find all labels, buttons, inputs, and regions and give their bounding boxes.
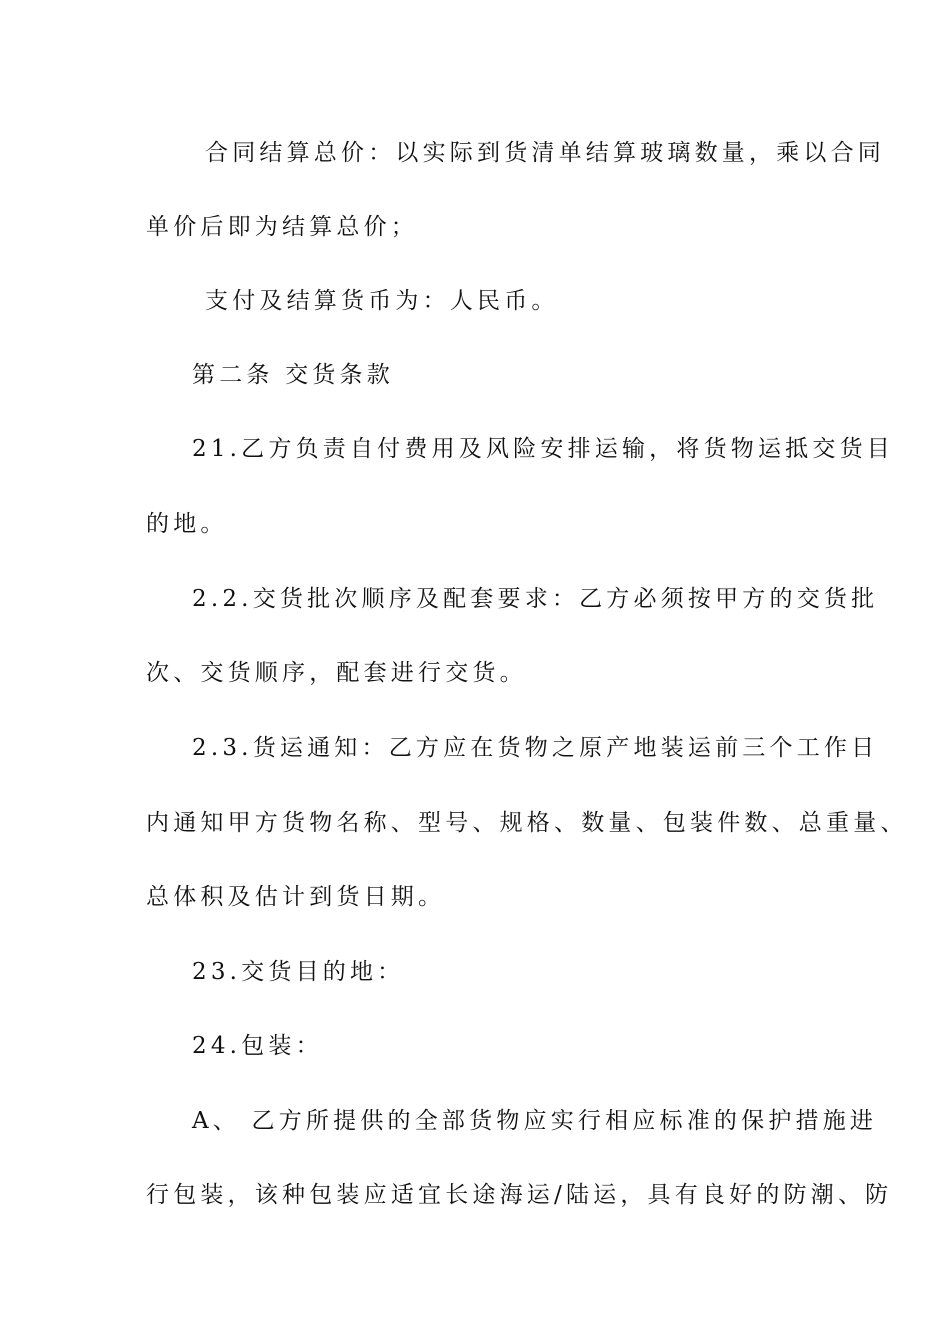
paragraph-currency: 支付及结算货币为：人民币。 bbox=[205, 288, 559, 314]
clause-2-3-destination: 23.交货目的地： bbox=[192, 959, 405, 985]
section-heading-article-2: 第二条 交货条款 bbox=[192, 362, 394, 388]
clause-a-line-1: A、 乙方所提供的全部货物应实行相应标准的保护措施进 bbox=[192, 1108, 878, 1134]
clause-a-line-2: 行包装，该种包装应适宜长途海运/陆运，具有良好的防潮、防 bbox=[146, 1182, 893, 1208]
clause-2-2-line-1: 2.2.交货批次顺序及配套要求：乙方必须按甲方的交货批 bbox=[192, 586, 879, 612]
paragraph-settlement-price-line-1: 合同结算总价：以实际到货清单结算玻璃数量，乘以合同 bbox=[205, 140, 885, 166]
paragraph-settlement-price-line-2: 单价后即为结算总价； bbox=[146, 214, 418, 240]
clause-2-2-line-2: 次、交货顺序，配套进行交货。 bbox=[146, 660, 527, 686]
clause-2-1-line-2: 的地。 bbox=[146, 511, 228, 537]
clause-2-1-line-1: 21.乙方负责自付费用及风险安排运输，将货物运抵交货目 bbox=[192, 436, 894, 462]
clause-2-3-line-3: 总体积及估计到货日期。 bbox=[146, 884, 446, 910]
clause-2-3-line-2: 内通知甲方货物名称、型号、规格、数量、包装件数、总重量、 bbox=[146, 810, 908, 836]
clause-2-3-line-1: 2.3.货运通知：乙方应在货物之原产地装运前三个工作日 bbox=[192, 735, 879, 761]
clause-2-4-packaging: 24.包装： bbox=[192, 1033, 323, 1059]
